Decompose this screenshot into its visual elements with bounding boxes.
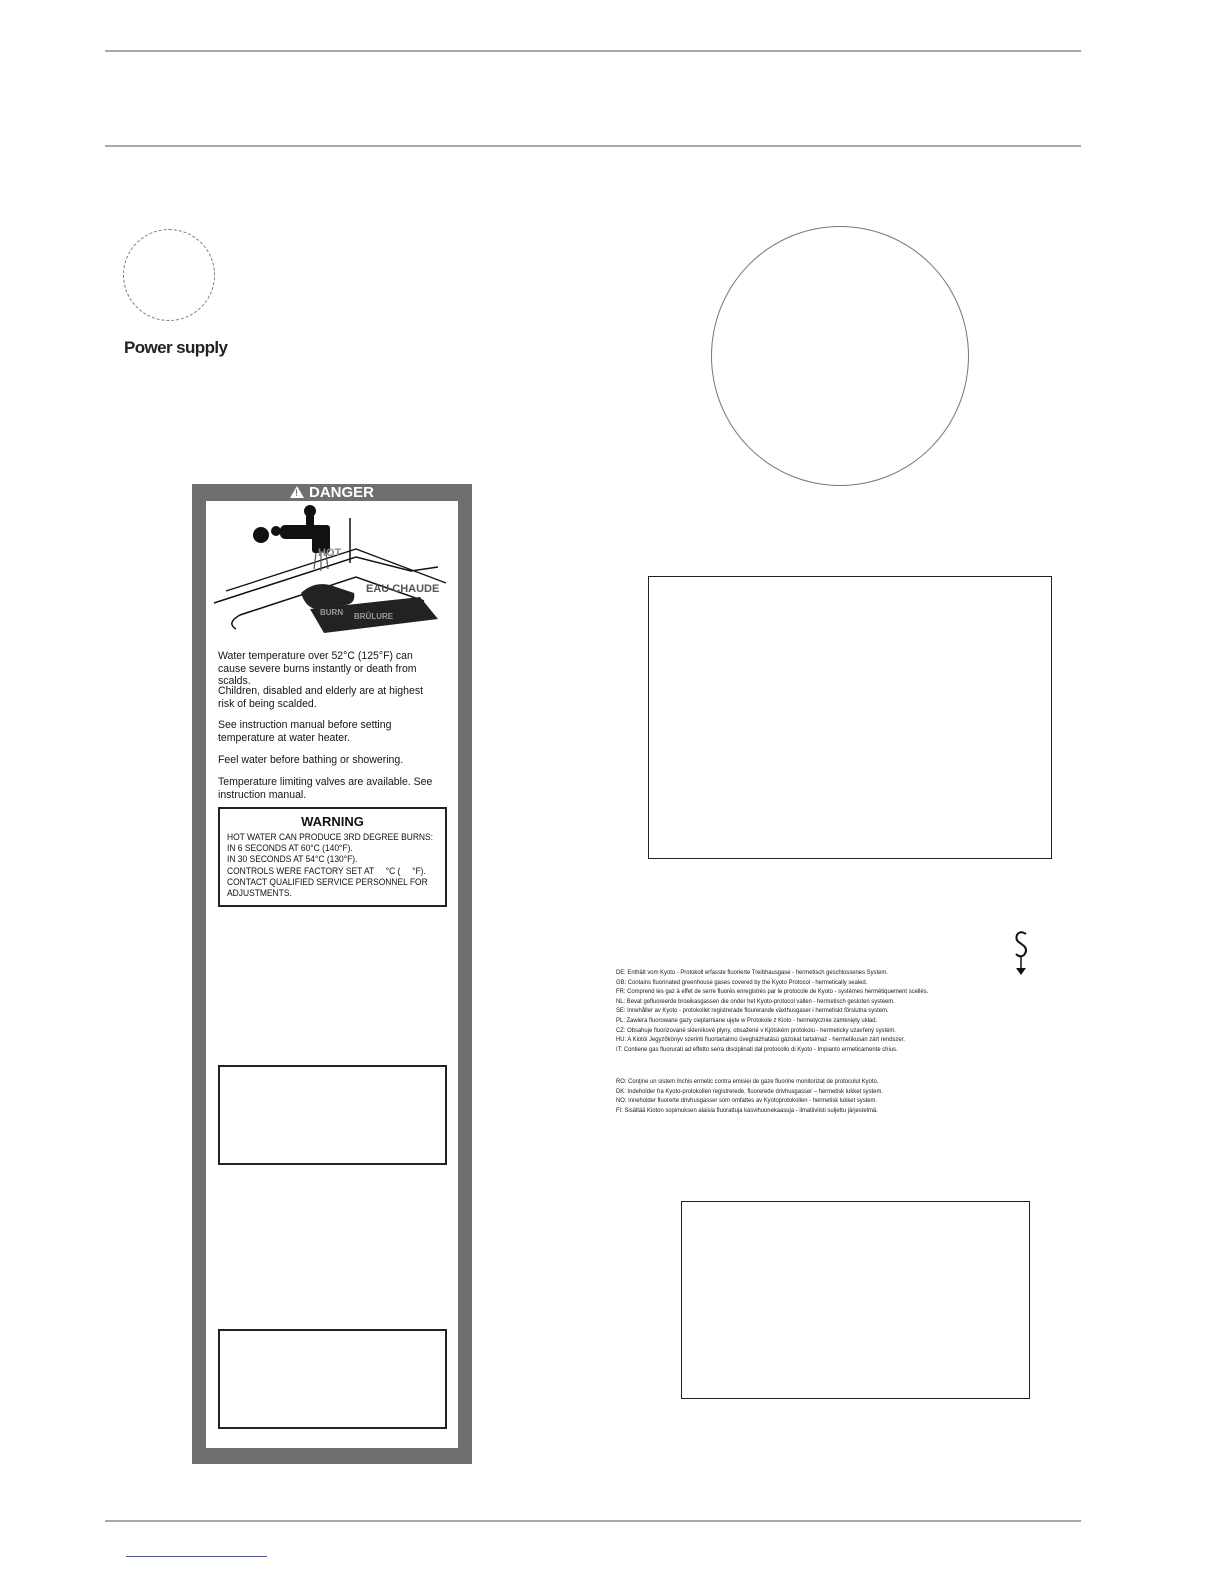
kyoto-line: RO: Conţine un sistem închis ermetic contra emisiei de gaze fluorine monitorizat de protocolul Kyoto. (616, 1078, 879, 1085)
power-supply-label: Power supply (124, 338, 228, 357)
top-rule (105, 50, 1081, 52)
blank-label-box (681, 1201, 1030, 1399)
footer-rule (105, 1520, 1081, 1522)
kyoto-line: HU: A Kiotói Jegyzőkönyv szerinti fluortartalmú üvegházhatású gázokat tartalmaz - hermetikusan zárt rendszer. (616, 1036, 905, 1044)
footer-link-underline[interactable] (126, 1556, 267, 1557)
brulure-text: BRÛLURE (354, 612, 394, 621)
kyoto-line: IT: Contiene gas fluorurati ad effetto serra disciplinati dal protocollo di Kyoto - Impianto ermeticamente chius. (616, 1045, 898, 1053)
kyoto-line: FI: Sisältää Kioton sopimuksen alaisia fluorattuja kasvihuonekaasuja - ilmatiiviisti suljettu järjestelmä. (616, 1106, 878, 1114)
danger-paragraph: See instruction manual before setting temperature at water heater. (218, 719, 392, 744)
eau-chaude-text: EAU CHAUDE (366, 583, 440, 595)
kyoto-declaration-group-2 (616, 1077, 1012, 1115)
power-supply-circle (123, 229, 215, 321)
hot-water-faucet-icon (206, 501, 458, 641)
rating-plate-box (648, 576, 1052, 859)
kyoto-line: DK: Indeholder fra Kyoto-protokollen registrerede, fluorerede drivhusgasser – hermetisk lukket system. (616, 1087, 883, 1095)
kyoto-line: NO: Inneholder fluorerte drivhusgasser som omfattes av Kyotoprotokollen - hermetisk lukket system. (616, 1097, 878, 1105)
f-gas-arrow-icon (1012, 930, 1032, 976)
danger-paragraph: Children, disabled and elderly are at highest risk of being scalded. (218, 685, 424, 710)
kyoto-line: CZ: Obsahuje fluorizované skleníkové plyny, obsažené v Kjótském protokolu - hermeticky uzavřený systém. (616, 1026, 896, 1034)
blank-label-box (218, 1329, 447, 1429)
danger-paragraph: Feel water before bathing or showering. (218, 754, 404, 766)
kyoto-line: GB: Contains fluorinated greenhouse gases covered by the Kyoto Protocol - hermetically sealed. (616, 978, 868, 986)
kyoto-line: PL: Zawiera fluorowane gazy cieplarniane ujęte w Protokole z Kioto - hermetycznie zamknięty układ. (616, 1016, 878, 1024)
blank-label-box (218, 1065, 447, 1165)
warning-text: HOT WATER CAN PRODUCE 3RD DEGREE BURNS: IN 6 SECONDS AT 60°C (140°F). IN 30 SECONDS AT 54°C (130°F). CONTROLS WERE FACTORY SET AT °C ( °F). CONTACT QUALIFIED SERVICE PERSONNEL FOR ADJUSTMENTS. (227, 832, 434, 899)
hot-text: HOT (318, 547, 342, 559)
danger-paragraph: Temperature limiting valves are available. See instruction manual. (218, 776, 433, 801)
kyoto-declaration-group-1 (616, 968, 1012, 1054)
danger-label (192, 484, 472, 1464)
danger-header (192, 484, 472, 501)
header-rule (105, 145, 1081, 147)
burn-text: BURN (320, 608, 344, 617)
warning-triangle-icon: ! (290, 486, 304, 498)
rating-plate-circle (711, 226, 969, 486)
kyoto-line: NL: Bevat gefluoreerde broeikasgassen die onder het Kyoto-protocol vallen - hermetisch gesloten systeem. (616, 997, 895, 1005)
danger-title: DANGER (308, 484, 374, 501)
danger-paragraph: Water temperature over 52°C (125°F) can cause severe burns instantly or death from scalds. (218, 650, 417, 687)
kyoto-line: FR: Comprend les gaz à effet de serre fluorés enregistrés par le protocole de Kyoto - systèmes hermétiquement scellés. (616, 988, 929, 996)
warning-box (218, 807, 447, 907)
kyoto-line: SE: Innehåller av Kyoto - protokollet registrerade flourerande växthusgaser i hermetiskt förslutna system. (616, 1007, 889, 1015)
warning-title: WARNING (301, 814, 364, 829)
danger-label-body (206, 501, 458, 1448)
kyoto-line: DE: Enthält vom Kyoto - Protokoll erfasste fluorierte Treibhausgase - hermetisch geschlossenes System. (616, 969, 888, 976)
